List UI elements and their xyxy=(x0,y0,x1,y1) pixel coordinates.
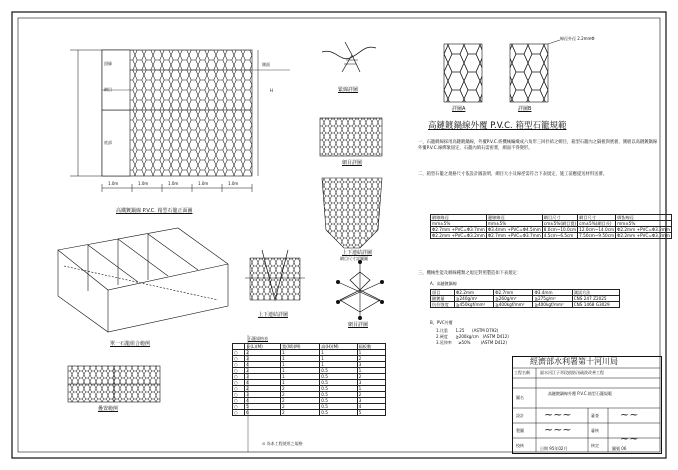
spec-sub-4: mm±5% xyxy=(616,221,672,227)
schedule-cell: 0.5 xyxy=(320,380,357,386)
signature-review: ~~ xyxy=(620,408,639,421)
note-1: 一、石籠網線採用高鏈鍍鍋線，外覆P.V.C.經機械編織成六角形三回扑結之網目，箱型石籠內之隔板與底板、側板以高鏈鍍鍋線外覆P.V.C.線綁紮固定，石籠內填石需密實，網面不得變形。 xyxy=(418,140,658,152)
schedule-cell: 2 xyxy=(245,368,281,374)
spec-sub-2: cm±5%(網目寬) xyxy=(543,221,577,226)
spec-cell: Φ2.7mm +PVC=Φ3.7mm xyxy=(432,227,485,232)
stacked-gabion xyxy=(68,366,160,402)
schedule-cell: 1 xyxy=(357,386,385,392)
spec-schedule-table xyxy=(232,343,386,416)
schedule-cell: 3 xyxy=(357,398,385,404)
pvc-value: ≥50% xyxy=(458,340,471,345)
note-2: 二、箱型石籠之規格尺寸依設計圖說明，網目大小及線徑需符合下表規定，施工前應提送材料送審。 xyxy=(418,172,608,177)
detail-a-drawing xyxy=(444,44,482,102)
row-label-bottom: 底部 xyxy=(104,140,112,145)
detail-a-label: 詳圖A xyxy=(452,106,466,112)
sheet-number: 06 xyxy=(621,446,627,451)
schedule-cell: 1 xyxy=(281,356,320,362)
schedule-header-0: 長(L)(M) xyxy=(245,344,281,350)
schedule-footnote: ⊙ 為本工程使用之規格 xyxy=(262,441,303,446)
iso-caption: 單一石籠組合範例 xyxy=(110,341,151,347)
side-connection-detail xyxy=(245,250,305,300)
pvc-line-3 xyxy=(436,340,507,345)
schedule-row xyxy=(233,410,386,416)
spec-cell: 7.50cm~9.50cm xyxy=(579,233,615,238)
schedule-cell: 2 xyxy=(281,392,320,398)
schedule-cell: 3 xyxy=(245,356,281,362)
schedule-mark: ○ xyxy=(233,380,245,386)
detail-b-drawing xyxy=(510,44,548,102)
strength-cell: CNS 247 Z2025 xyxy=(572,296,619,302)
agency-name: 經濟部水利署第十河川局 xyxy=(530,357,618,366)
strength-cell: ≧260g/m² xyxy=(494,296,533,302)
spec-sub-0: mm±5% xyxy=(431,221,487,227)
role-design: 設計 xyxy=(516,413,524,418)
schedule-mark: ○ xyxy=(233,398,245,404)
schedule-cell: 5 xyxy=(357,410,385,416)
schedule-cell: 4 xyxy=(245,380,281,386)
schedule-cell: 3 xyxy=(357,380,385,386)
drawing-name: 高鏈鍍鍋線外覆 P.V.C.箱型石籠規範 xyxy=(548,391,612,396)
date: 95年02月 xyxy=(549,446,568,451)
spec-cell: Φ2.2mm +PVC=Φ3.2mm xyxy=(617,227,670,232)
schedule-cell: 2 xyxy=(357,392,385,398)
dim-label-3: 1.0m xyxy=(168,181,179,186)
mesh-caption: 網目詳圖 xyxy=(342,160,363,166)
sub-b-label: B、PVC外覆 xyxy=(430,320,453,325)
schedule-cell: 1 xyxy=(281,380,320,386)
strength-cell: ≧275g/m² xyxy=(533,296,572,302)
pvc-item: 1.比重 xyxy=(436,328,448,333)
strength-header-1: Φ2.2mm xyxy=(455,290,494,296)
schedule-cell: 0.5 xyxy=(320,404,357,410)
detail-b-label: 詳圖B xyxy=(518,106,532,112)
role-checked: 校核 xyxy=(516,443,524,448)
spec-sub-1: mm±5% xyxy=(486,221,542,227)
schedule-cell: 1 xyxy=(281,374,320,380)
schedule-cell: 1 xyxy=(281,368,320,374)
date-value xyxy=(540,446,567,451)
knot-caption: 緊線詳圖 xyxy=(338,87,359,93)
pvc-item: 3.延伸率 xyxy=(436,340,452,345)
spec-cell: Φ3.4mm +PVC=Φ4.5mm xyxy=(487,227,541,232)
signature-approve: ~~ xyxy=(620,432,639,445)
schedule-cell: 4 xyxy=(245,398,281,404)
schedule-mark: ○ xyxy=(233,356,245,362)
strength-header-3: Φ3.4mm xyxy=(533,290,572,296)
signature-design: ~~~ xyxy=(544,408,572,421)
schedule-cell: 3 xyxy=(245,374,281,380)
schedule-cell: 1 xyxy=(357,350,385,356)
top-connection-detail xyxy=(322,178,382,248)
strength-cell: ≧450kgf/mm² xyxy=(455,302,494,308)
elevation-caption: 高鐵鍍鍋線 P.V.C. 箱型石籠正面圖 xyxy=(116,208,193,214)
schedule-cell: 2 xyxy=(357,356,385,362)
elevation-view xyxy=(70,50,290,192)
spec-header-2: 網目尺寸 xyxy=(542,215,577,221)
schedule-cell: 2 xyxy=(245,350,281,356)
schedule-mark: ○ xyxy=(233,386,245,392)
row-label-mesh: 網目 xyxy=(104,87,112,92)
schedule-cell: 0.5 xyxy=(320,398,357,404)
spec-header-1: 邊線線徑 xyxy=(486,215,542,221)
dim-label-2: 1.0m xyxy=(138,181,149,186)
dim-label-4: 1.0m xyxy=(198,181,209,186)
schedule-cell: 4 xyxy=(357,404,385,410)
strength-table xyxy=(430,289,620,308)
schedule-cell: 2 xyxy=(281,404,320,410)
schedule-cell: 1 xyxy=(357,368,385,374)
schedule-title: 石籠規格表 xyxy=(248,336,268,341)
dim-label-5: 1.0m xyxy=(228,181,239,186)
spec-sub-3: cm±5%(網目長) xyxy=(578,221,616,227)
dim-label-1: 1.0m xyxy=(108,181,119,186)
knot-detail xyxy=(322,42,376,72)
mesh-detail-box xyxy=(320,118,382,156)
pvc-method: (ASTM D412) xyxy=(482,334,509,339)
strength-cell: ≧240g/m² xyxy=(455,296,494,302)
table-note: 三、機械性能及網線種類之規定對照製造如下表規定： xyxy=(418,271,522,276)
strength-cell: 鏈鍍量 xyxy=(431,296,455,302)
pvc-value: 1.25 xyxy=(455,328,465,333)
isometric-gabion xyxy=(58,228,228,332)
schedule-cell: 1 xyxy=(320,362,357,368)
strength-cell: 抗拉強度 xyxy=(431,302,455,308)
wire-label: 線徑外徑 2.2mmΦ xyxy=(560,36,595,41)
project-label: 工程名稱 xyxy=(514,370,530,375)
spec-table xyxy=(430,214,672,239)
spec-header-4: 綁紮線徑 xyxy=(616,215,672,221)
schedule-cell: 0.5 xyxy=(320,386,357,392)
schedule-cell: 2 xyxy=(357,374,385,380)
schedule-cell: 1 xyxy=(320,350,357,356)
pvc-method: (ASTM D412) xyxy=(480,340,507,345)
sheet-label: 圖號 xyxy=(612,446,620,451)
project-name: 淑水河江子翠段偵防汛疏浚改善工程 xyxy=(540,370,604,375)
spec-cell: Φ2.2mm +PVC=Φ3.2mm xyxy=(617,233,670,238)
mesh-detail-caption: 網目詳圖 xyxy=(348,322,369,328)
drawing-label: 圖名 xyxy=(516,395,524,400)
schedule-cell: 1 xyxy=(281,362,320,368)
spec-header-0: 網線線徑 xyxy=(431,215,487,221)
spec-cell: Φ2.2mm +PVC=Φ3.2mm xyxy=(432,233,485,238)
schedule-cell: 3 xyxy=(245,392,281,398)
date-label: 日期 xyxy=(540,446,548,451)
strength-cell: ≧400kgf/mm² xyxy=(494,302,533,308)
pvc-item: 2.硬度 xyxy=(436,334,448,339)
schedule-header-3: 隔板數 xyxy=(357,344,385,350)
signature-drawn: ~~~ xyxy=(544,423,572,436)
spec-cell: 12.0cm~14.0cm xyxy=(579,227,615,232)
strength-cell: CNS 1468 G3029 xyxy=(572,302,619,308)
stacked-caption: 疊置範例 xyxy=(98,406,119,412)
pvc-method: (ASTM D792) xyxy=(472,328,499,333)
h-label: H xyxy=(270,88,274,93)
spec-cell: Φ2.7mm +PVC=Φ3.7mm xyxy=(487,233,541,238)
schedule-cell: 1 xyxy=(281,350,320,356)
schedule-cell: 0.5 xyxy=(320,392,357,398)
schedule-cell: 2 xyxy=(281,386,320,392)
role-review: 審查 xyxy=(591,413,599,418)
row-label-top: 頂綠 xyxy=(104,61,112,66)
schedule-header-2: 高(H)(M) xyxy=(320,344,357,350)
schedule-cell: 4 xyxy=(245,362,281,368)
schedule-cell: 2 xyxy=(281,410,320,416)
schedule-cell: 6 xyxy=(245,410,281,416)
strength-cell: ≧400kgf/mm² xyxy=(533,302,572,308)
schedule-header-1: 寬(W)(M) xyxy=(281,344,320,350)
schedule-cell: 3 xyxy=(357,362,385,368)
spec-cell: 8.0cm~10.0cm xyxy=(543,227,577,232)
sub-a-label: A、高鏈鍍鍋線 xyxy=(430,281,457,286)
schedule-mark: ○ xyxy=(233,362,245,368)
schedule-mark: ○ xyxy=(233,374,245,380)
strength-header-2: Φ2.7mm xyxy=(494,290,533,296)
strength-header-4: 測試方法 xyxy=(572,290,619,296)
pvc-line-2 xyxy=(436,334,509,339)
role-audit: 審核 xyxy=(591,428,599,433)
spec-header-3: 網目尺寸 xyxy=(578,215,616,221)
schedule-mark: ○ xyxy=(233,392,245,398)
schedule-mark: ○ xyxy=(233,350,245,356)
schedule-cell: 2 xyxy=(245,386,281,392)
main-title: 高鏈鍍鍋線外覆 P.V.C. 箱型石籠規範 xyxy=(428,121,567,131)
spec-cell: 4.5cm~6.5cm xyxy=(542,233,577,239)
mesh-spacing-detail xyxy=(336,260,384,320)
schedule-mark: ○ xyxy=(233,404,245,410)
schedule-mark: ○ xyxy=(233,368,245,374)
schedule-cell: 0.5 xyxy=(320,374,357,380)
role-approve: 核定 xyxy=(591,443,599,448)
spacing-caption: 網目尺寸詳圖圖 xyxy=(340,256,368,261)
side-label: 側面 xyxy=(262,62,270,67)
schedule-mark: ○ xyxy=(233,410,245,416)
role-drawn: 製圖 xyxy=(516,428,524,433)
strength-header-0: 項目 xyxy=(431,290,455,296)
schedule-cell: 0.5 xyxy=(320,410,357,416)
side-connect-caption: 上下連結詳圖 xyxy=(258,312,289,318)
schedule-cell: 0.5 xyxy=(320,368,357,374)
sheet-value xyxy=(612,446,626,451)
schedule-cell: 5 xyxy=(245,404,281,410)
pvc-line-1 xyxy=(436,328,498,333)
schedule-cell: 2 xyxy=(281,398,320,404)
top-connect-caption: 上下連結詳圖 xyxy=(342,250,373,256)
pvc-value: ≧200kg/cm xyxy=(455,334,479,339)
schedule-cell: 1 xyxy=(320,356,357,362)
